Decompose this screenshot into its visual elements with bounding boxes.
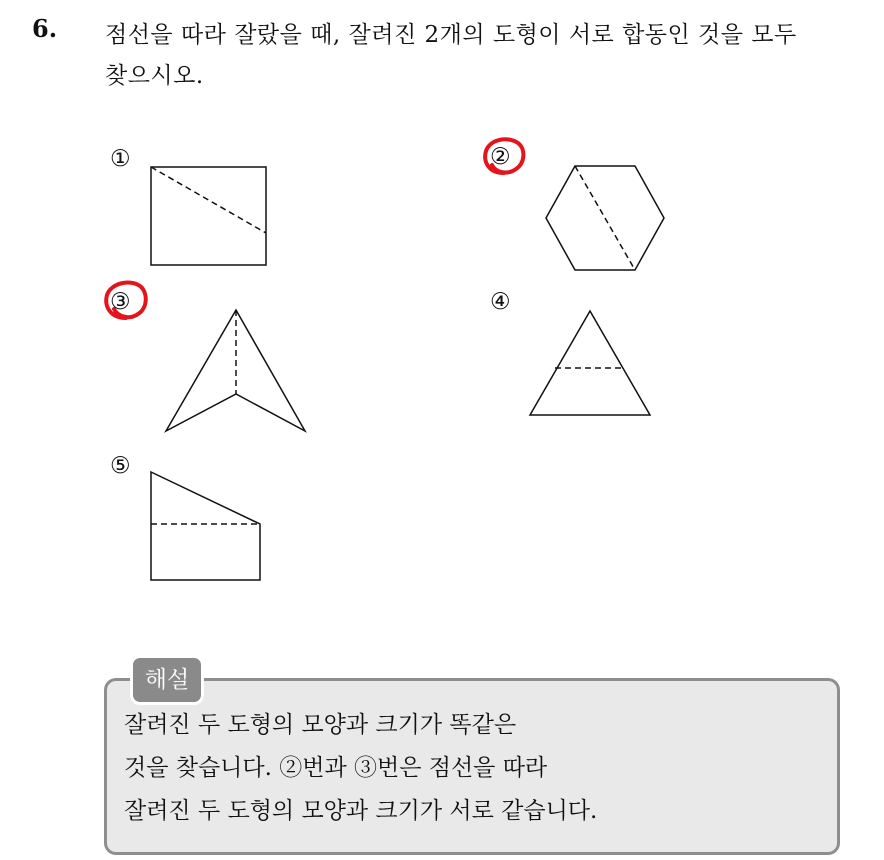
cut-line xyxy=(575,166,635,270)
solution-line-2: 것을 찾습니다. ②번과 ③번은 점선을 따라 xyxy=(124,755,548,781)
option-4-label: ④ xyxy=(490,289,511,315)
trapezoid-outline xyxy=(151,472,260,580)
solution-tab: 해설 xyxy=(130,655,204,705)
option-3-figure xyxy=(160,305,310,435)
square-outline xyxy=(151,167,266,265)
option-5-label: ⑤ xyxy=(110,453,131,479)
option-4-figure xyxy=(525,305,655,420)
option-1-figure xyxy=(140,158,275,276)
solution-line-3: 잘려진 두 도형의 모양과 크기가 서로 같습니다. xyxy=(124,798,598,824)
triangle-outline xyxy=(530,311,650,415)
solution-text xyxy=(124,704,824,833)
question-text-line-1: 점선을 따라 잘랐을 때, 잘려진 2개의 도형이 서로 합동인 것을 모두 xyxy=(105,22,797,48)
solution-line-1: 잘려진 두 도형의 모양과 크기가 똑같은 xyxy=(124,712,517,738)
question-number: 6. xyxy=(32,14,58,43)
option-2-label: ② xyxy=(490,144,511,170)
question-text-line-2: 찾으시오. xyxy=(105,63,204,89)
option-2-figure xyxy=(540,160,670,275)
option-3-label: ③ xyxy=(110,289,131,315)
option-5-figure xyxy=(140,465,270,585)
option-1-label: ① xyxy=(110,146,131,172)
cut-line xyxy=(151,167,266,233)
question-text xyxy=(105,15,875,97)
